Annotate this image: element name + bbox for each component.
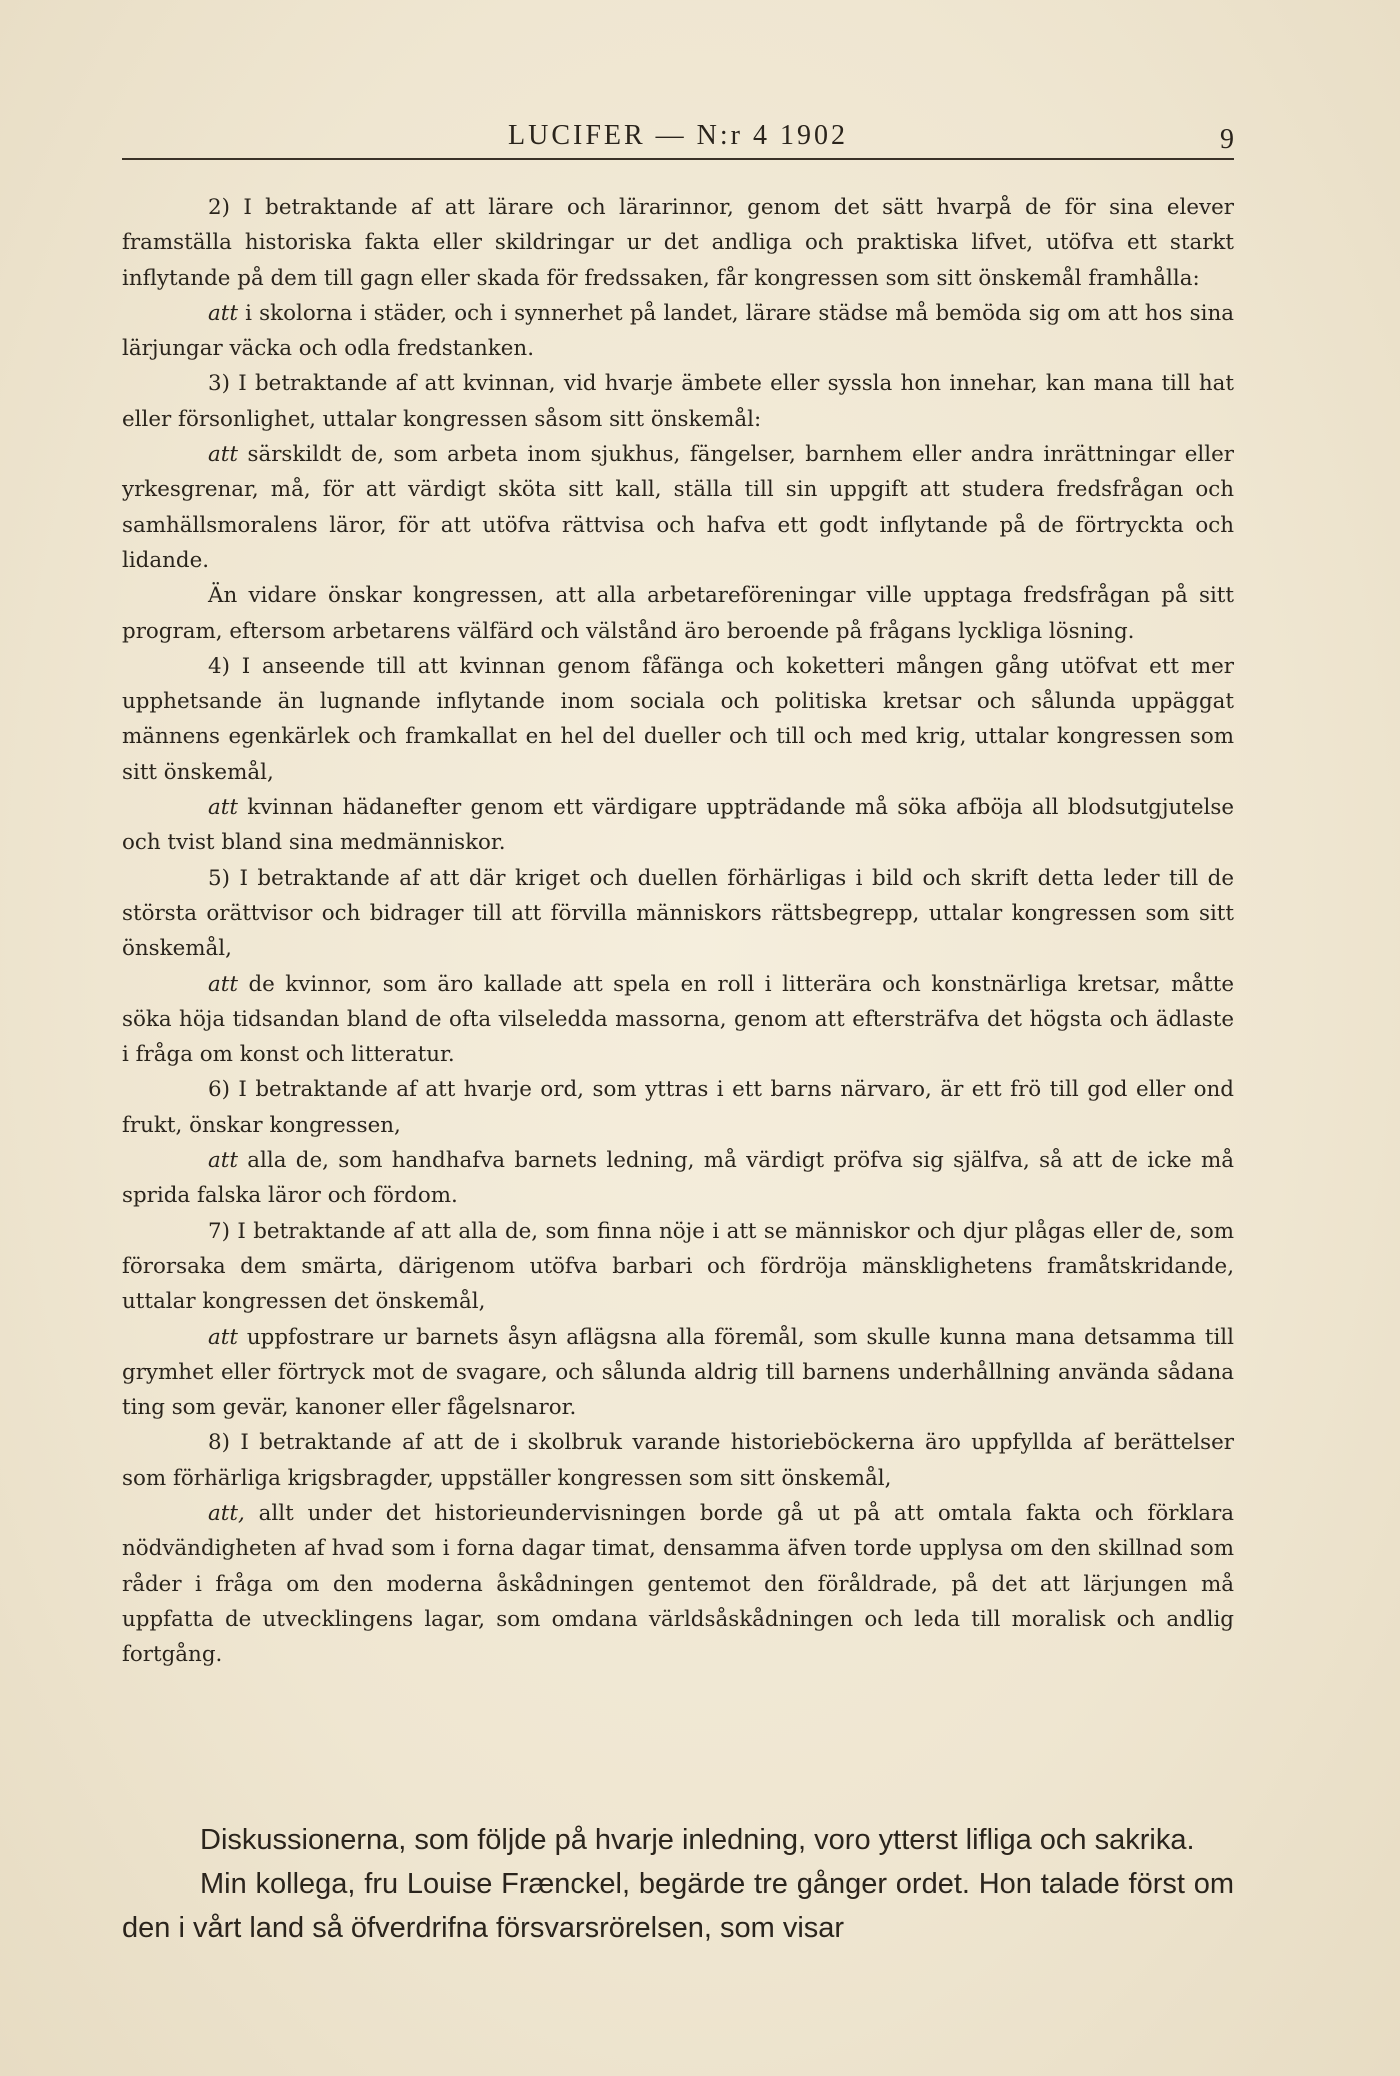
paragraph bbox=[122, 1425, 1234, 1496]
paragraph-text: 5) I betraktande af att där kriget och duellen förhärligas i bild och skrift detta leder till de största orättvisor och bidrager till att förvilla människors rättsbegrepp, uttalar kongressen som sitt önskemål, bbox=[122, 865, 1234, 962]
paragraph-lead: att bbox=[208, 971, 238, 997]
paragraph-text: 4) I anseende till att kvinnan genom fåfänga och koketteri mången gång utöfvat ett mer upphetsande än lugnande inflytande inom sociala och politiska kretsar och sålunda uppäggat männens egenkärlek och framkallat en hel del dueller och till och med krig, uttalar kongressen som sitt önskemål, bbox=[122, 653, 1234, 785]
running-head: LUCIFER — N:r 4 1902 bbox=[508, 120, 848, 151]
paragraph-text: 2) I betraktande af att lärare och lärarinnor, genom det sätt hvarpå de för sina elever framställa historiska fakta eller skildringar ur det andliga och praktiska lifvet, utöfva ett starkt inflytande på dem till gagn eller skada för fredssaken, får kongressen som sitt önskemål framhålla: bbox=[122, 195, 1234, 291]
paragraph bbox=[122, 1143, 1234, 1214]
paragraph bbox=[122, 1072, 1234, 1143]
paragraph bbox=[122, 190, 1234, 296]
paragraph bbox=[122, 967, 1234, 1073]
paragraph-lead: att bbox=[208, 442, 238, 468]
paragraph-text: kvinnan hädanefter genom ett värdigare uppträdande må söka afböja all blodsutgjutelse och tvist bland sina medmänniskor. bbox=[122, 795, 1234, 856]
paragraph-text: Än vidare önskar kongressen, att alla arbetareföreningar ville upptaga fredsfrågan på sitt program, eftersom arbetarens välfärd och välstånd äro beroende på frågans lyckliga lösning. bbox=[122, 583, 1234, 644]
paragraph bbox=[122, 578, 1234, 649]
page-number: 9 bbox=[1220, 124, 1234, 155]
resolutions-body bbox=[122, 190, 1234, 1672]
paragraph bbox=[122, 366, 1234, 437]
paragraph-text: uppfostrare ur barnets åsyn aflägsna alla föremål, som skulle kunna mana detsamma till grymhet eller förtryck mot de svagare, och sålunda aldrig till barnens underhållning använda sådana ting som gevär, kanoner eller fågelsnaror. bbox=[122, 1324, 1234, 1421]
paragraph-lead: att bbox=[208, 300, 238, 326]
paragraph-text: de kvinnor, som äro kallade att spela en roll i litterära och konstnärliga kretsar, måtte söka höja tidsandan bland de ofta vilseledda massorna, genom att eftersträfva det högsta och ädlaste i fråga om konst och litteratur. bbox=[122, 971, 1234, 1068]
paragraph-text: i skolorna i städer, och i synnerhet på landet, lärare städse må bemöda sig om att hos sina lärjungar väcka och odla fredstanken. bbox=[122, 300, 1234, 362]
paragraph-text: alla de, som handhafva barnets ledning, må värdigt pröfva sig själfva, så att de icke må sprida falska läror och fördom. bbox=[122, 1148, 1234, 1209]
page-header bbox=[122, 118, 1234, 160]
paragraph-lead: att bbox=[208, 795, 238, 821]
discussion-paragraph: Min kollega, fru Louise Frænckel, begärde tre gånger ordet. Hon talade först om den i vårt land så öfverdrifna försvarsrörelsen, som visar bbox=[122, 1868, 1234, 1944]
paragraph-text: 8) I betraktande af att de i skolbruk varande historieböckerna äro uppfyllda af berättelser som förhärliga krigsbragder, uppställer kongressen som sitt önskemål, bbox=[122, 1430, 1234, 1491]
paragraph-lead: att bbox=[208, 1324, 238, 1350]
paragraph-lead: att bbox=[208, 1148, 238, 1174]
discussion-paragraph: Diskussionerna, som följde på hvarje inledning, voro ytterst lifliga och sakrika. bbox=[200, 1824, 1195, 1856]
paragraph bbox=[122, 1496, 1234, 1672]
paragraph-text: 3) I betraktande af att kvinnan, vid hvarje ämbete eller syssla hon innehar, kan mana till hat eller försonlighet, uttalar kongressen såsom sitt önskemål: bbox=[122, 371, 1234, 432]
paragraph bbox=[122, 861, 1234, 967]
paragraph-text: 6) I betraktande af att hvarje ord, som yttras i ett barns närvaro, är ett frö till god eller ond frukt, önskar kongressen, bbox=[122, 1077, 1234, 1138]
discussion-section bbox=[122, 1818, 1234, 1950]
paragraph bbox=[122, 649, 1234, 790]
paragraph-text: allt under det historieundervisningen borde gå ut på att omtala fakta och förklara nödvändigheten af hvad som i forna dagar timat, densamma äfven torde upplysa om den skillnad som råder i fråga om den moderna åskådningen gentemot den föråldrade, på det att lärjungen må uppfatta de utvecklingens lagar, som omdana världsåskådningen och leda till moralisk och andlig fortgång. bbox=[122, 1500, 1234, 1668]
paragraph bbox=[122, 790, 1234, 861]
paragraph-text: 7) I betraktande af att alla de, som finna nöje i att se människor och djur plågas eller de, som förorsaka dem smärta, därigenom utöfva barbari och fördröja mänsklighetens framåtskridande, uttalar kongressen det önskemål, bbox=[122, 1218, 1234, 1315]
paragraph-lead: att, bbox=[208, 1500, 245, 1526]
paragraph-text: särskildt de, som arbeta inom sjukhus, fängelser, barnhem eller andra inrättningar eller yrkesgrenar, må, för att värdigt sköta sitt kall, ställa till sin uppgift att studera fredsfrågan och samhällsmoralens läror, för att utöfva rättvisa och hafva ett godt inflytande på de förtryckta och lidande. bbox=[122, 442, 1234, 573]
paragraph bbox=[122, 296, 1234, 367]
paragraph bbox=[122, 437, 1234, 578]
paragraph bbox=[122, 1320, 1234, 1426]
paragraph bbox=[122, 1214, 1234, 1320]
